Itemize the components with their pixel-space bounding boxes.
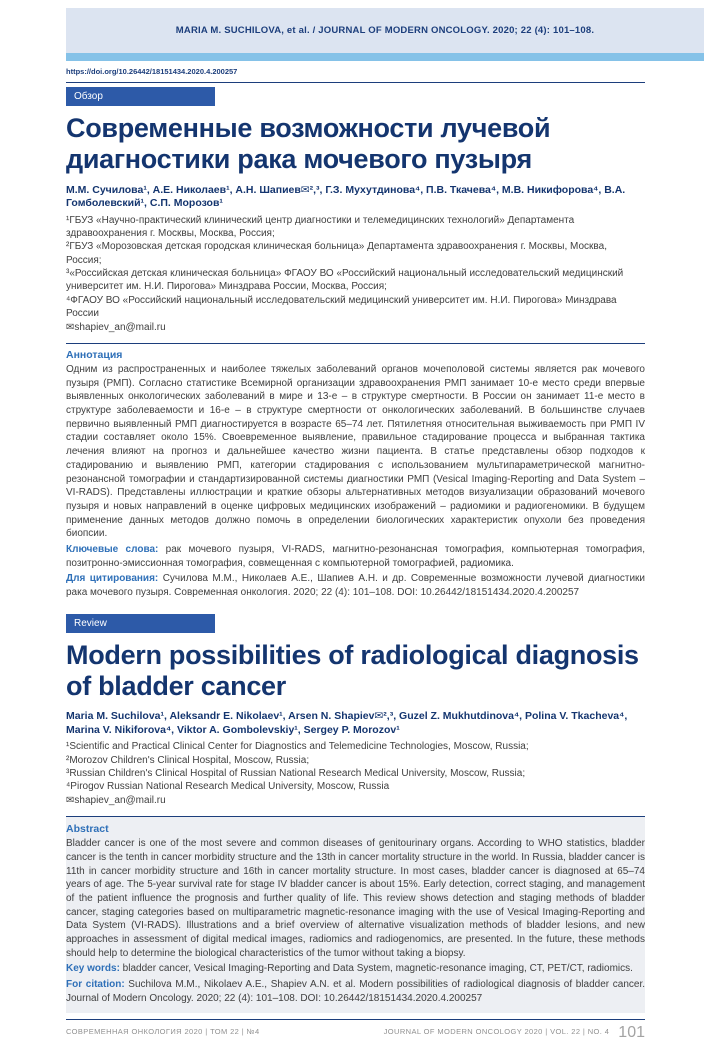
abstract-text-en: Bladder cancer is one of the most severe and common diseases of genitourinary organs. According to WHO statistics, bladder cancer is the tenth in cancer morbidity structure and the 13th in cancer mortality structure in the world. In Russia, bladder cancer is 11th in cancer morbidity structure and 16th in cancer mortality structure. In most cases, bladder cancer is diagnosed at 65–74 years of age. The 5-year survival rate for stage IV bladder cancer is about 15%. Early detection, correct staging, and management of the patient influence the prognosis and further quality of life. This review shows detection and staging methods of bladder cancer, staging categories based on multiparametric magnetic-resonance imaging with the use of Vesical Imaging-Reporting and Data System (VI-RADS). Illustrations and a brief overview of alternative visualization methods of bladder lesions, and new approaches in assessment of digital medical images, radiomics and radiogenomics, are presented. In the future, these methods should help to determine the biological characteristics of the tumor without taking a biopsy. <box>66 838 645 959</box>
section-label-review-ru: Обзор <box>66 87 215 106</box>
affiliation-ru-1: ¹ГБУЗ «Научно-практический клинический центр диагностики и телемедицинских технологий» Департамента здравоохранения г. Москвы, Москва, Россия; <box>66 214 575 239</box>
affiliation-ru-3: ³«Российская детская клиническая больница» ФГАОУ ВО «Российский национальный исследовательский медицинский университет им. Н.И. Пирогова» Минздрава России, Москва, Россия; <box>66 268 624 293</box>
citation-text-en: Suchilova M.M., Nikolaev A.E., Shapiev A.N. et al. Modern possibilities of radiological diagnosis of bladder cancer. Journal of Modern Oncology. 2020; 22 (4): 101–108. DOI: 10.26442/18151434.2020.4.200257 <box>66 979 645 1004</box>
citation-ru <box>66 572 645 599</box>
affiliations-ru <box>66 214 645 335</box>
page-footer <box>66 1024 645 1041</box>
corresponding-email-en[interactable]: ✉shapiev_an@mail.ru <box>66 794 166 806</box>
affiliation-ru-4: ⁴ФГАОУ ВО «Российский национальный исследовательский медицинский университет им. Н.И. Пирогова» Минздрава России <box>66 294 617 320</box>
authors-ru: М.М. Сучилова¹, А.Е. Николаев¹, А.Н. Шапиев✉²,³, Г.З. Мухутдинова⁴, П.В. Ткачева⁴, М.В. Никифорова⁴, В.А. Гомболевский¹, С.П. Морозов¹ <box>66 183 626 210</box>
affiliation-ru-2: ²ГБУЗ «Морозовская детская городская клиническая больница» Департамента здравоохранения г. Москвы, Москва, Россия; <box>66 241 607 266</box>
authors-en: Maria M. Suchilova¹, Aleksandr E. Nikolaev¹, Arsen N. Shapiev✉²,³, Guzel Z. Mukhutdinova⁴, Polina V. Tkacheva⁴, Marina V. Nikiforova⁴, Viktor A. Gombolevskiy¹, Sergey P. Morozov¹ <box>66 710 628 736</box>
abstract-box-en <box>66 817 645 1013</box>
footer-right-group <box>383 1024 645 1041</box>
section-label-review-en: Review <box>66 614 215 633</box>
sky-blue-strip <box>66 53 704 61</box>
running-head-text: MARIA M. SUCHILOVA, et al. / JOURNAL OF MODERN ONCOLOGY. 2020; 22 (4): 101–108. <box>175 25 595 36</box>
affiliation-en-4: ⁴Pirogov Russian National Research Medical University, Moscow, Russia <box>66 781 390 793</box>
affiliations-en <box>66 740 645 807</box>
footer-divider <box>66 1019 645 1020</box>
article-title-ru: Современные возможности лучевой диагностики рака мочевого пузыря <box>66 113 551 175</box>
keywords-text-ru: рак мочевого пузыря, VI-RADS, магнитно-резонансная томография, компьютерная томография, позитронно-эмиссионная томография, совмещенная с компьютерной томографией, радиомика. <box>66 543 645 569</box>
top-divider <box>66 82 645 83</box>
corresponding-email-ru[interactable]: ✉shapiev_an@mail.ru <box>66 321 166 333</box>
article-title-en: Modern possibilities of radiological diagnosis of bladder cancer <box>66 639 639 702</box>
abstract-heading-en: Abstract <box>66 823 109 836</box>
footer-journal-en: JOURNAL OF MODERN ONCOLOGY 2020 | VOL. 22 | NO. 4 <box>383 1027 610 1037</box>
footer-journal-ru: СОВРЕМЕННАЯ ОНКОЛОГИЯ 2020 | ТОМ 22 | №4 <box>66 1027 260 1037</box>
keywords-en <box>66 962 645 976</box>
citation-text-ru: Сучилова М.М., Николаев А.Е., Шапиев А.Н. и др. Современные возможности лучевой диагностики рака мочевого пузыря. Современная онкология. 2020; 22 (4): 101–108. DOI: 10.26442/18151434.2020.4.200257 <box>66 573 645 599</box>
article-column <box>66 61 645 1040</box>
affiliation-en-2: ²Morozov Children's Clinical Hospital, Moscow, Russia; <box>66 754 310 766</box>
citation-en <box>66 978 645 1005</box>
doi-link[interactable]: https://doi.org/10.26442/18151434.2020.4.200257 <box>66 67 238 76</box>
affiliation-en-3: ³Russian Children's Clinical Hospital of Russian National Research Medical University, Moscow, Russia; <box>66 767 526 779</box>
citation-label-en: For citation: <box>66 979 125 991</box>
keywords-label-en: Key words: <box>66 963 120 975</box>
abstract-text-ru: Одним из распространенных и наиболее тяжелых заболеваний органов мочеполовой системы является рак мочевого пузыря (РМП). Согласно статистике Всемирной организации здравоохранения РМП занимает 10-е место среди впервые выявленных онкологических заболеваний в мире и 13-е – в структуре смертности. В России он занимает 11-е место в структуре заболеваемости и 16-е – в структуре смертности от онкологических заболеваний. В большинстве случаев первично выявленный РМП диагностируется в возрасте 65–74 лет. Пятилетняя относительная выживаемость при РМП IV стадии составляет около 15%. Своевременное выявление, правильное стадирование процесса и выбранная тактика лечения влияют на прогноз и дальнейшее качество жизни пациента. В статье представлены обзор подходов к стадированию и выявлению РМП, категории стадирования с использованием мультипараметрической магнитно-резонансной томографии и стандартизированной системы диагностики РМП (Vesical Imaging-Reporting and Data System – VI-RADS). Представлены иллюстрации и краткие обзоры альтернативных методов визуализации образований мочевого пузыря и новых направлений в оценке цифровых медицинских изображений – радиомики и радиогеномики. В будущем применение данных методов должно помочь в определении биологических характеристик опухоли без проведения биопсии. <box>66 364 645 540</box>
abstract-heading-ru: Аннотация <box>66 349 123 362</box>
citation-label-ru: Для цитирования: <box>66 573 159 585</box>
keywords-ru <box>66 543 645 570</box>
running-head-band <box>66 8 704 53</box>
keywords-label-ru: Ключевые слова: <box>66 543 159 555</box>
keywords-text-en: bladder cancer, Vesical Imaging-Reporting and Data System, magnetic-resonance imaging, CT, PET/CT, radiomics. <box>119 963 633 975</box>
abstract-divider-ru <box>66 343 645 344</box>
affiliation-en-1: ¹Scientific and Practical Clinical Center for Diagnostics and Telemedicine Technologies, Moscow, Russia; <box>66 741 529 753</box>
page-number: 101 <box>618 1024 645 1041</box>
